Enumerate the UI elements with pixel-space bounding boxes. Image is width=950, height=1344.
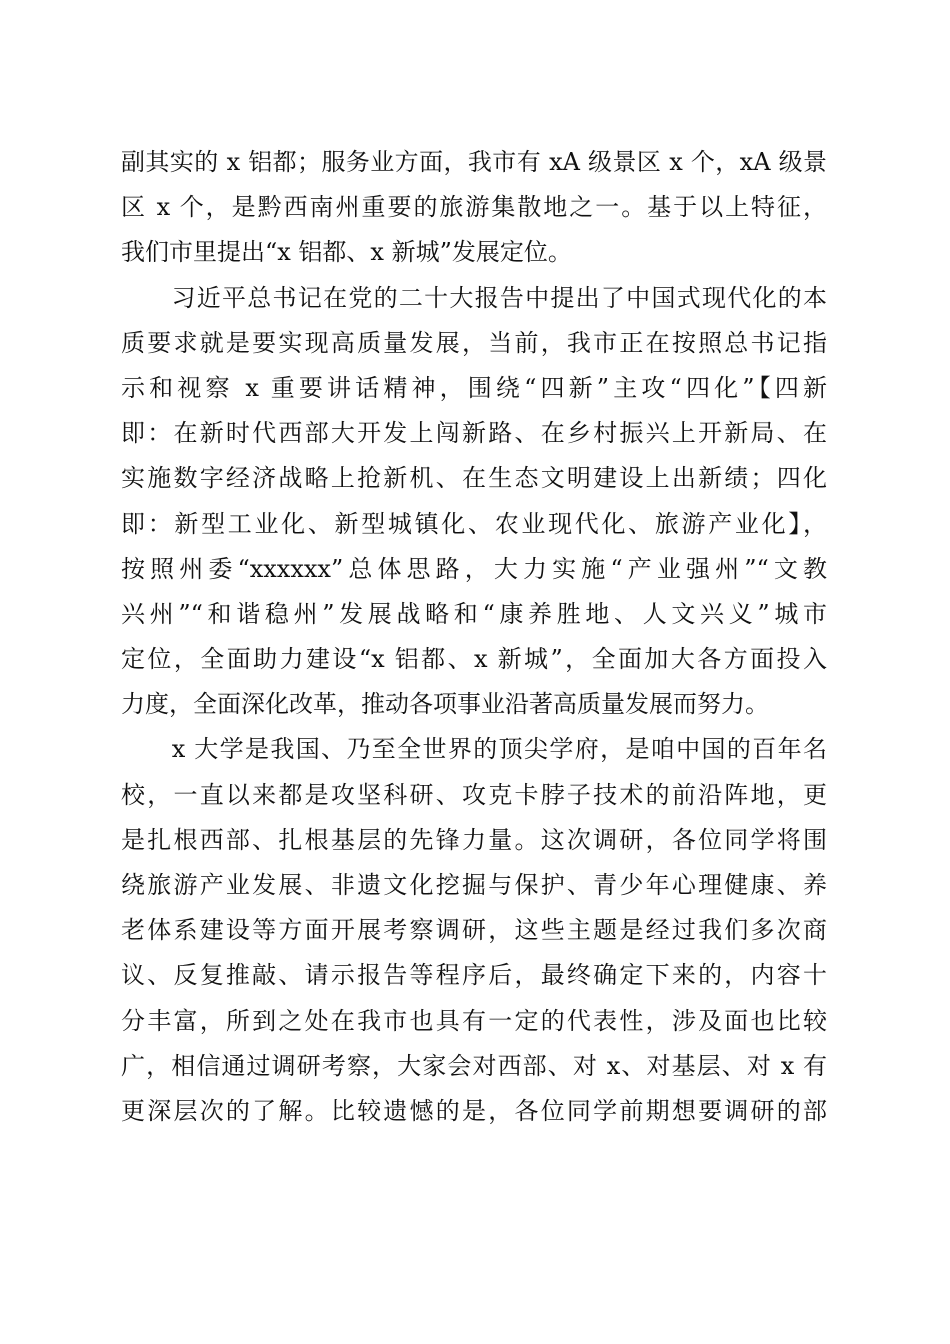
text-line: 力度，全面深化改革，推动各项事业沿著高质量发展而努力。 [121,690,769,719]
document-body [121,140,827,1134]
text-line: x 大学是我国、乃至全世界的顶尖学府，是咱中国的百年名 [121,735,827,764]
text-line: 分丰富，所到之处在我市也具有一定的代表性，涉及面也比较 [121,1006,827,1035]
text-line: 副其实的 x 铝都；服务业方面，我市有 xA 级景区 x 个，xA 级景 [121,148,827,176]
text-line: 按照州委“xxxxxx”总体思路，大力实施“产业强州”“文教 [121,554,827,583]
text-line: 更深层次的了解。比较遗憾的是，各位同学前期想要调研的部 [121,1096,827,1125]
text-line: 区 x 个，是黔西南州重要的旅游集散地之一。基于以上特征， [121,193,827,222]
text-line: 实施数字经济战略上抢新机、在生态文明建设上出新绩；四化 [121,464,827,493]
text-line: 老体系建设等方面开展考察调研，这些主题是经过我们多次商 [121,916,827,945]
text-line: 议、反复推敲、请示报告等程序后，最终确定下来的，内容十 [121,961,827,990]
text-line: 质要求就是要实现高质量发展，当前，我市正在按照总书记指 [121,328,827,357]
text-line: 是扎根西部、扎根基层的先锋力量。这次调研，各位同学将围 [121,825,827,854]
text-line: 即：新型工业化、新型城镇化、农业现代化、旅游产业化】， [121,509,827,538]
text-line: 示和视察 x 重要讲话精神，围绕“四新”主攻“四化”【四新 [121,373,827,402]
text-line: 绕旅游产业发展、非遗文化挖掘与保护、青少年心理健康、养 [121,871,827,899]
text-line: 即：在新时代西部大开发上闯新路、在乡村振兴上开新局、在 [121,419,827,448]
text-line: 定位，全面助力建设“x 铝都、x 新城”，全面加大各方面投入 [121,645,827,674]
text-line: 兴州”“和谐稳州”发展战略和“康养胜地、人文兴义”城市 [121,599,827,628]
text-line: 习近平总书记在党的二十大报告中提出了中国式现代化的本 [121,283,827,312]
text-line: 广，相信通过调研考察，大家会对西部、对 x、对基层、对 x 有 [121,1051,827,1080]
text-line: 我们市里提出“x 铝都、x 新城”发展定位。 [121,238,572,267]
text-line: 校，一直以来都是攻坚科研、攻克卡脖子技术的前沿阵地，更 [121,780,827,809]
